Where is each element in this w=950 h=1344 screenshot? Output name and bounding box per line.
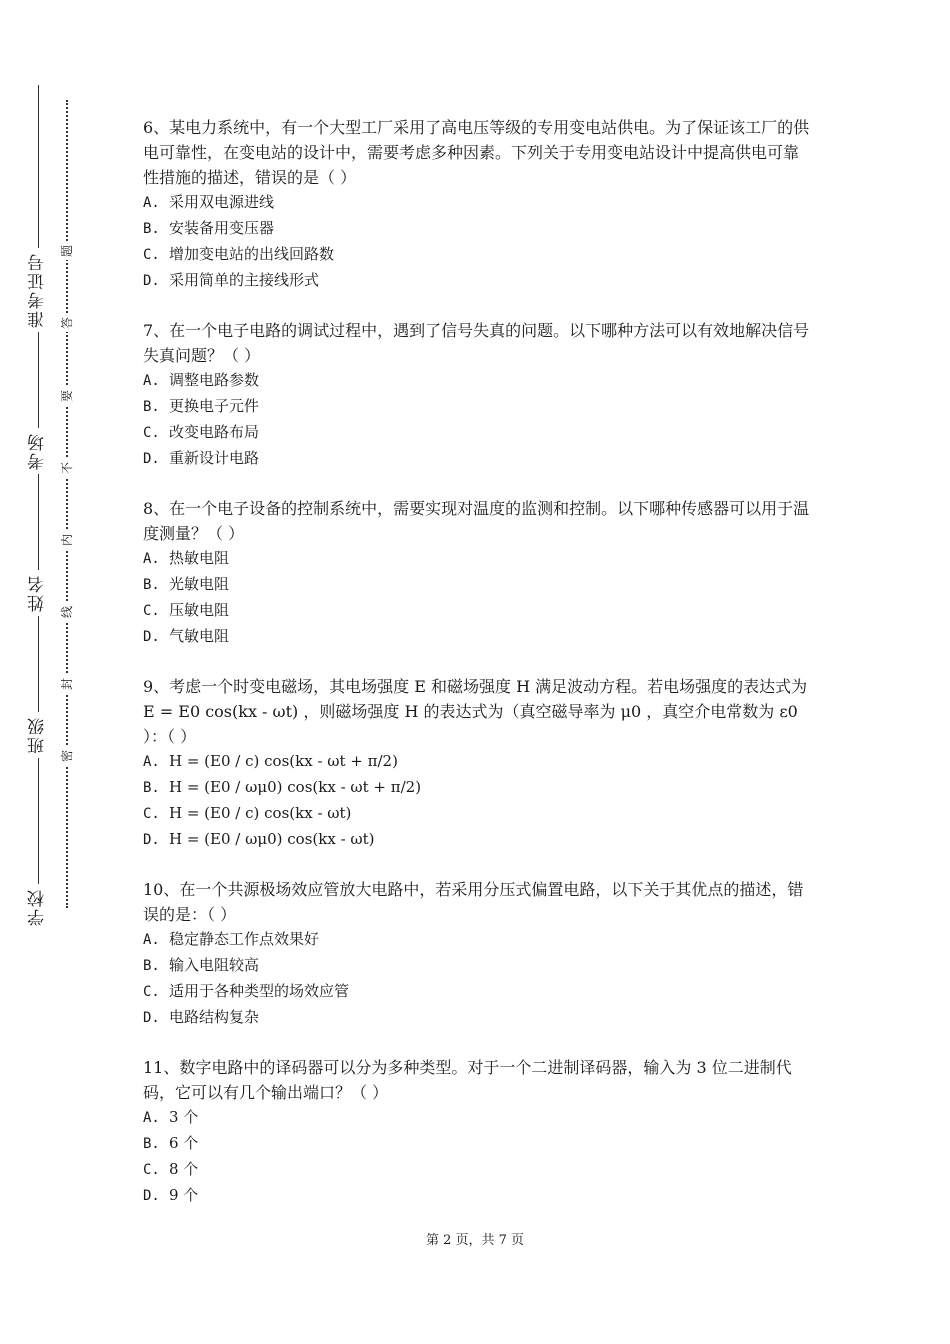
option-key: A. — [143, 551, 160, 567]
option-c — [143, 420, 813, 446]
option-list — [143, 1105, 813, 1209]
option-key: A. — [143, 373, 160, 389]
option-text: H = (E0 / c) cos(kx - ωt + π/2) — [169, 752, 398, 770]
question-text: 10、在一个共源极场效应管放大电路中，若采用分压式偏置电路，以下关于其优点的描述，错误的是：（ ） — [143, 880, 804, 924]
option-list — [143, 927, 813, 1031]
option-key: C. — [143, 603, 160, 619]
page-number: 第 2 页，共 7 页 — [425, 1233, 525, 1248]
field-name-label: 姓名 — [22, 570, 54, 616]
option-text: 采用双电源进线 — [169, 193, 275, 211]
seal-char: 不 — [60, 459, 74, 477]
option-text: 气敏电阻 — [169, 627, 230, 645]
option-key: A. — [143, 195, 160, 211]
option-list — [143, 546, 813, 650]
option-b — [143, 1131, 813, 1157]
option-key: A. — [143, 932, 160, 948]
option-c — [143, 242, 813, 268]
seal-char: 要 — [60, 387, 74, 405]
option-b — [143, 572, 813, 598]
option-c — [143, 979, 813, 1005]
field-class-label: 班级 — [22, 712, 54, 758]
option-c — [143, 598, 813, 624]
option-text: 6 个 — [169, 1134, 199, 1152]
option-key: C. — [143, 247, 160, 263]
option-d — [143, 1005, 813, 1031]
option-d — [143, 268, 813, 294]
seal-char: 答 — [60, 314, 74, 332]
option-key: B. — [143, 780, 160, 796]
option-text: 压敏电阻 — [169, 601, 230, 619]
seal-char: 密 — [60, 747, 74, 765]
option-key: C. — [143, 1162, 160, 1178]
option-key: D. — [143, 1010, 160, 1026]
option-key: D. — [143, 832, 160, 848]
option-key: A. — [143, 1110, 160, 1126]
option-key: B. — [143, 221, 160, 237]
seal-char: 内 — [60, 531, 74, 549]
question-list — [143, 115, 813, 1233]
option-c — [143, 1157, 813, 1183]
option-key: C. — [143, 806, 160, 822]
question-text: 11、数字电路中的译码器可以分为多种类型。对于一个二进制译码器，输入为 3 位二进制代码，它可以有几个输出端口？（ ） — [143, 1058, 792, 1102]
option-text: H = (E0 / ωμ0) cos(kx - ωt + π/2) — [169, 778, 422, 796]
option-list — [143, 749, 813, 853]
question-6 — [143, 115, 813, 294]
question-10 — [143, 877, 813, 1031]
option-d — [143, 624, 813, 650]
option-text: 更换电子元件 — [169, 397, 260, 415]
option-text: 3 个 — [169, 1108, 199, 1126]
option-text: 改变电路布局 — [169, 423, 260, 441]
option-a — [143, 190, 813, 216]
field-exam-room-label: 考场 — [22, 428, 54, 474]
option-b — [143, 216, 813, 242]
option-text: H = (E0 / ωμ0) cos(kx - ωt) — [169, 830, 375, 848]
option-b — [143, 953, 813, 979]
option-a — [143, 368, 813, 394]
option-text: 稳定静态工作点效果好 — [169, 930, 320, 948]
option-key: A. — [143, 754, 160, 770]
field-exam-number-label: 准考证号 — [22, 248, 54, 332]
option-text: 电路结构复杂 — [169, 1008, 260, 1026]
option-text: 8 个 — [169, 1160, 199, 1178]
question-11 — [143, 1055, 813, 1209]
option-text: 输入电阻较高 — [169, 956, 260, 974]
option-text: 适用于各种类型的场效应管 — [169, 982, 350, 1000]
option-text: 采用简单的主接线形式 — [169, 271, 320, 289]
option-key: B. — [143, 577, 160, 593]
field-school-label: 学校 — [22, 884, 54, 930]
margin-dotted-line — [66, 100, 68, 908]
option-key: B. — [143, 958, 160, 974]
option-text: H = (E0 / c) cos(kx - ωt) — [169, 804, 352, 822]
option-text: 调整电路参数 — [169, 371, 260, 389]
seal-char: 封 — [60, 675, 74, 693]
option-key: B. — [143, 1136, 160, 1152]
option-key: B. — [143, 399, 160, 415]
option-a — [143, 546, 813, 572]
option-list — [143, 368, 813, 472]
seal-char: 题 — [60, 242, 74, 260]
question-8 — [143, 496, 813, 650]
margin-solid-line — [38, 85, 39, 920]
option-a — [143, 927, 813, 953]
option-b — [143, 394, 813, 420]
option-text: 热敏电阻 — [169, 549, 230, 567]
option-key: C. — [143, 984, 160, 1000]
option-text: 安装备用变压器 — [169, 219, 275, 237]
question-7 — [143, 318, 813, 472]
option-d — [143, 446, 813, 472]
question-text: 8、在一个电子设备的控制系统中，需要实现对温度的监测和控制。以下哪种传感器可以用于温度测量？（ ） — [143, 499, 810, 543]
option-c — [143, 801, 813, 827]
option-b — [143, 775, 813, 801]
option-key: D. — [143, 1188, 160, 1204]
question-9 — [143, 674, 813, 853]
question-text: 6、某电力系统中，有一个大型工厂采用了高电压等级的专用变电站供电。为了保证该工厂的供电可靠性，在变电站的设计中，需要考虑多种因素。下列关于专用变电站设计中提高供电可靠性措施的描述，错误的是（ ） — [143, 118, 810, 187]
option-text: 增加变电站的出线回路数 — [169, 245, 335, 263]
option-key: D. — [143, 273, 160, 289]
option-text: 光敏电阻 — [169, 575, 230, 593]
seal-char: 线 — [60, 603, 74, 621]
option-d — [143, 827, 813, 853]
option-a — [143, 1105, 813, 1131]
option-d — [143, 1183, 813, 1209]
option-key: D. — [143, 451, 160, 467]
question-text: 9、考虑一个时变电磁场，其电场强度 E 和磁场强度 H 满足波动方程。若电场强度的表达式为 E = E0 cos(kx - ωt) ，则磁场强度 H 的表达式为（真空磁导率为 μ0 ，真空介电常数为 ε0 ）：（ ） — [143, 677, 808, 746]
option-key: D. — [143, 629, 160, 645]
option-a — [143, 749, 813, 775]
option-text: 9 个 — [169, 1186, 199, 1204]
option-key: C. — [143, 425, 160, 441]
option-list — [143, 190, 813, 294]
question-text: 7、在一个电子电路的调试过程中，遇到了信号失真的问题。以下哪种方法可以有效地解决信号失真问题？（ ） — [143, 321, 810, 365]
option-text: 重新设计电路 — [169, 449, 260, 467]
